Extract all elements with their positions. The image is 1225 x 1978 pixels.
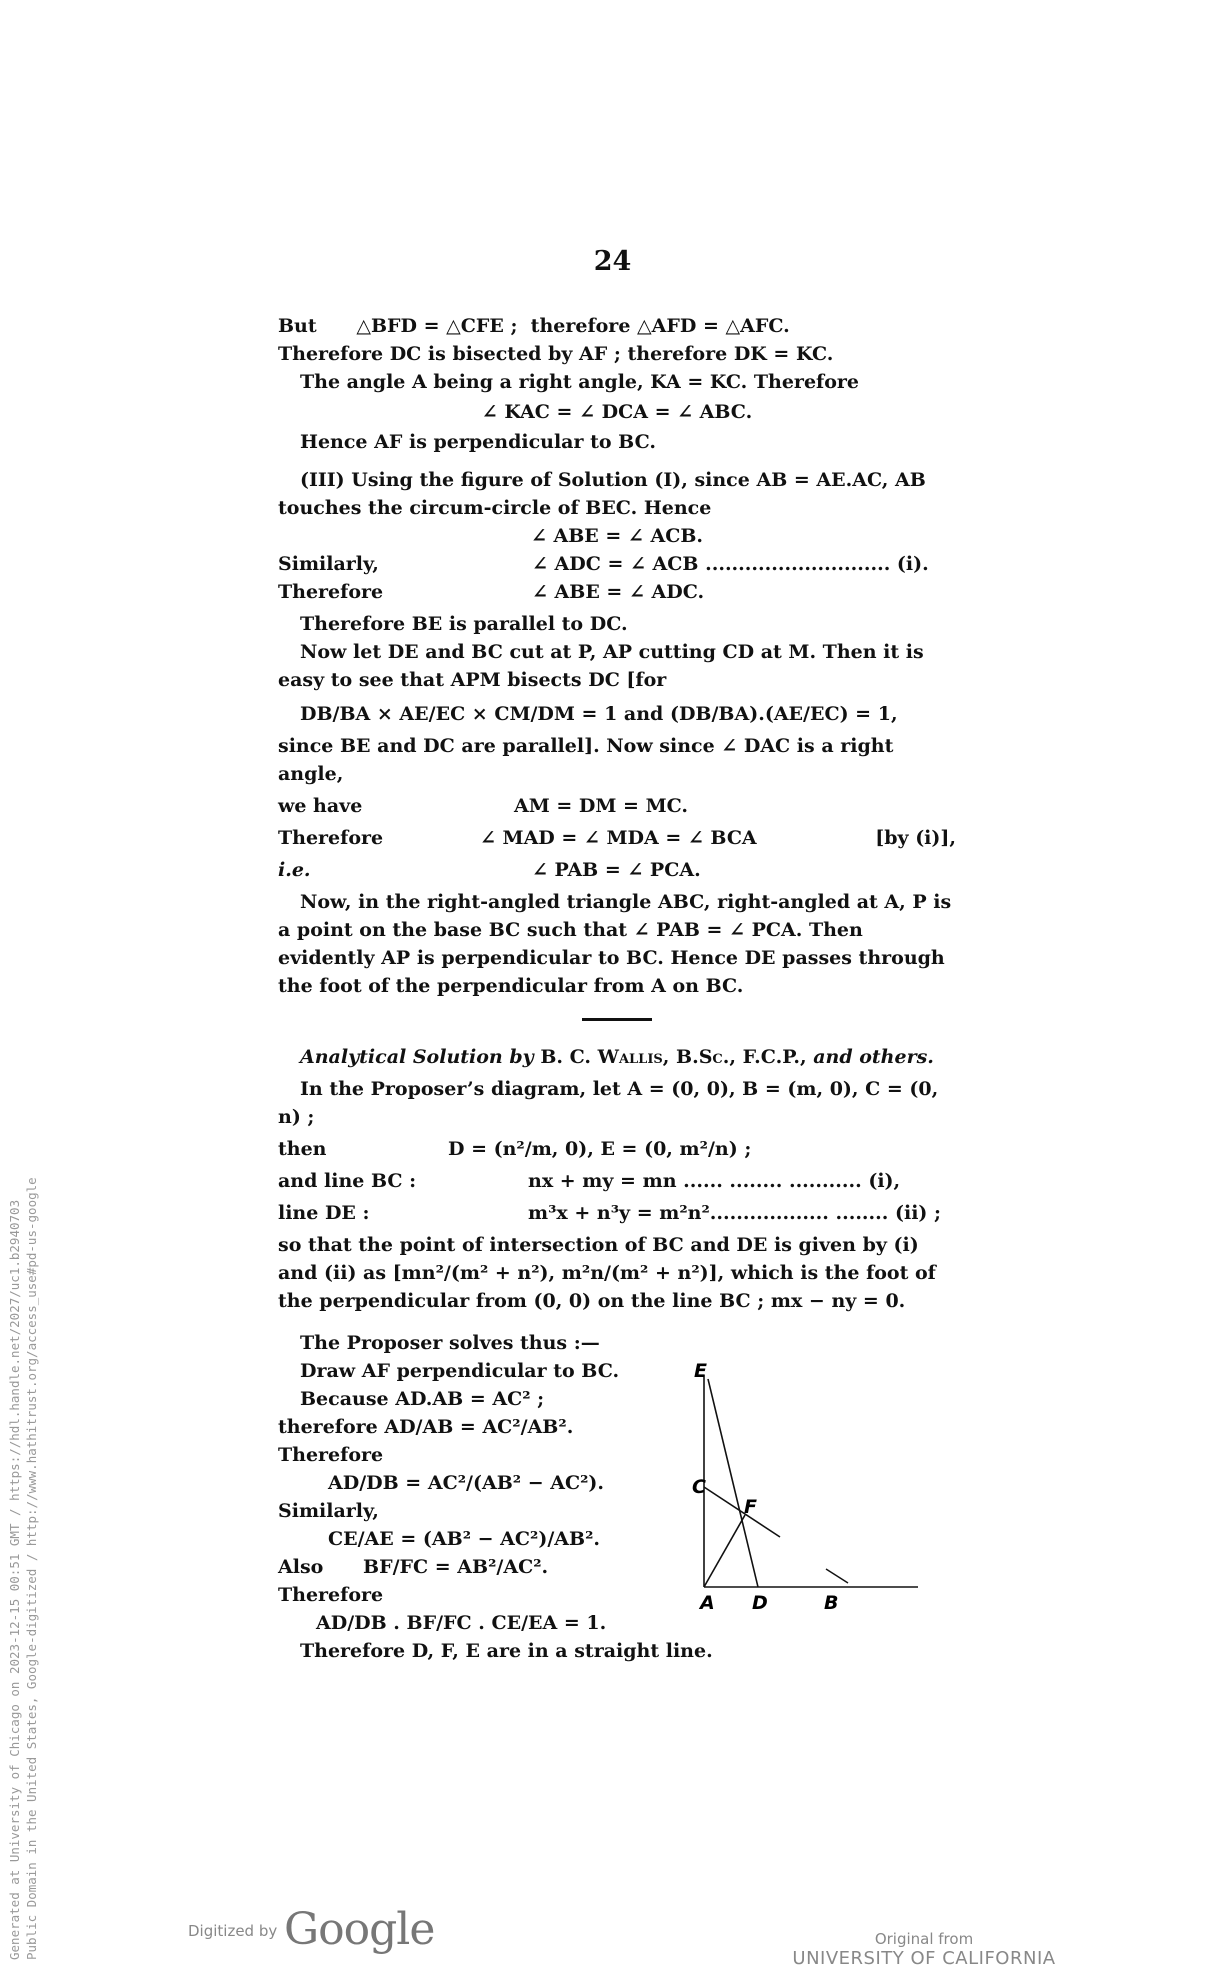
row-label: we have <box>278 795 363 817</box>
section-heading <box>278 1043 956 1071</box>
row-equation: m³x + n³y = m²n².................. ........ (ii) ; <box>528 1202 942 1224</box>
original-source <box>784 1930 1064 1969</box>
line-af <box>704 1515 745 1587</box>
equation-row <box>278 824 956 852</box>
text-line: But △BFD = △CFE ; therefore △AFD = △AFC. <box>278 315 790 337</box>
row-equation: D = (n²/m, 0), E = (0, m²/n) ; <box>448 1138 752 1160</box>
equation-row <box>278 578 956 606</box>
equation: ∠ KAC = ∠ DCA = ∠ ABC. <box>481 401 753 423</box>
text-line: Therefore D, F, E are in a straight line. <box>300 1640 713 1662</box>
line-cb <box>704 1487 780 1537</box>
text-line: Similarly, <box>278 1500 379 1522</box>
paragraph: so that the point of intersection of BC and DE is given by (i) and (ii) as [mn²/(m² + n²), m²n/(m² + n²)], which is the foot of the perpendicular from (0, 0) on the line BC ; mx − ny = 0. <box>278 1234 936 1312</box>
proposer-text <box>278 1329 713 1665</box>
label-c: C <box>692 1476 706 1498</box>
text-line: Draw AF perpendicular to BC. <box>300 1360 620 1382</box>
page-body <box>278 312 956 1665</box>
label-f: F <box>744 1496 757 1518</box>
equation-row <box>278 1135 956 1163</box>
hathitrust-watermark <box>6 1177 40 1960</box>
equation-row <box>278 1167 956 1195</box>
row-equation: ∠ MAD = ∠ MDA = ∠ BCA <box>480 827 757 849</box>
equation: ∠ ABE = ∠ ACB. <box>530 525 704 547</box>
watermark-line: Generated at University of Chicago on 2023-12-15 00:51 GMT / https://hdl.handle.net/2027/uc1.b2940703 <box>7 1199 22 1960</box>
text-line: In the Proposer’s diagram, let A = (0, 0), B = (m, 0), C = (0, n) ; <box>278 1078 939 1128</box>
row-equation: AM = DM = MC. <box>514 795 689 817</box>
row-equation: ∠ ADC = ∠ ACB ............................ (i). <box>532 553 929 575</box>
text-line: Therefore <box>278 1584 384 1606</box>
text-line: therefore AD/AB = AC²/AB². <box>278 1416 574 1438</box>
paragraph: Now, in the right-angled triangle ABC, right-angled at A, P is a point on the base BC such that ∠ PAB = ∠ PCA. Then evidently AP is perpendicular to BC. Hence DE passes through the foot of the perpendicular from A on BC. <box>278 891 952 997</box>
line-cb-tail <box>826 1569 848 1583</box>
equation-row <box>278 856 956 884</box>
row-tag: [by (i)], <box>875 827 956 849</box>
equation-row <box>278 550 956 578</box>
label-e: E <box>694 1360 707 1382</box>
label-d: D <box>752 1592 768 1614</box>
equation: CE/AE = (AB² − AC²)/AB². <box>328 1528 601 1550</box>
google-logo: Google <box>284 1904 435 1955</box>
university-label: UNIVERSITY OF CALIFORNIA <box>792 1948 1056 1969</box>
row-label: i.e. <box>278 859 311 881</box>
section-divider <box>582 1018 652 1021</box>
equation: AD/DB . BF/FC . CE/EA = 1. <box>316 1612 607 1634</box>
row-equation: nx + my = mn ...... ........ ........... (i), <box>528 1170 901 1192</box>
heading-italic: Analytical Solution by <box>300 1046 534 1068</box>
row-label: and line BC : <box>278 1170 417 1192</box>
text-line: Hence AF is perpendicular to BC. <box>300 431 656 453</box>
heading-author: B. C. Wallis, B.Sc., F.C.P., <box>540 1046 807 1068</box>
watermark-line: Public Domain in the United States, Google-digitized / http://www.hathitrust.org/access_use#pd-us-google <box>24 1177 39 1960</box>
label-b: B <box>824 1592 839 1614</box>
row-equation: ∠ PAB = ∠ PCA. <box>532 859 701 881</box>
proposer-solution <box>278 1329 956 1665</box>
label-a: A <box>700 1592 715 1614</box>
paragraph: (III) Using the figure of Solution (I), since AB = AE.AC, AB touches the circum-circle of BEC. Hence <box>278 469 926 519</box>
text-line: The angle A being a right angle, KA = KC. Therefore <box>300 371 859 393</box>
row-label: line DE : <box>278 1202 370 1224</box>
row-label: then <box>278 1138 327 1160</box>
text-line: Therefore DC is bisected by AF ; therefore DK = KC. <box>278 343 834 365</box>
text-line: Also BF/FC = AB²/AC². <box>278 1556 549 1578</box>
page-number: 24 <box>593 246 632 277</box>
text-line: since BE and DC are parallel]. Now since ∠ DAC is a right angle, <box>278 735 894 785</box>
original-from-label: Original from <box>874 1930 974 1948</box>
text-line: Therefore <box>278 1444 384 1466</box>
row-label: Therefore <box>278 581 384 603</box>
equation-row <box>278 792 956 820</box>
paragraph: Now let DE and BC cut at P, AP cutting CD at M. Then it is easy to see that APM bisects DC [for <box>278 641 924 691</box>
equation: DB/BA × AE/EC × CM/DM = 1 and (DB/BA).(AE/EC) = 1, <box>300 703 898 725</box>
heading-tail: and others. <box>813 1046 934 1068</box>
line-ed <box>708 1379 758 1587</box>
digitized-by-label: Digitized by <box>188 1922 278 1940</box>
geometry-figure <box>678 1347 928 1617</box>
text-line: Because AD.AB = AC² ; <box>300 1388 545 1410</box>
equation: AD/DB = AC²/(AB² − AC²). <box>328 1472 605 1494</box>
row-label: Similarly, <box>278 553 379 575</box>
text-line: Therefore BE is parallel to DC. <box>300 613 628 635</box>
row-label: Therefore <box>278 827 384 849</box>
row-equation: ∠ ABE = ∠ ADC. <box>532 581 705 603</box>
text-line: The Proposer solves thus :— <box>300 1332 600 1354</box>
equation-row <box>278 1199 956 1227</box>
